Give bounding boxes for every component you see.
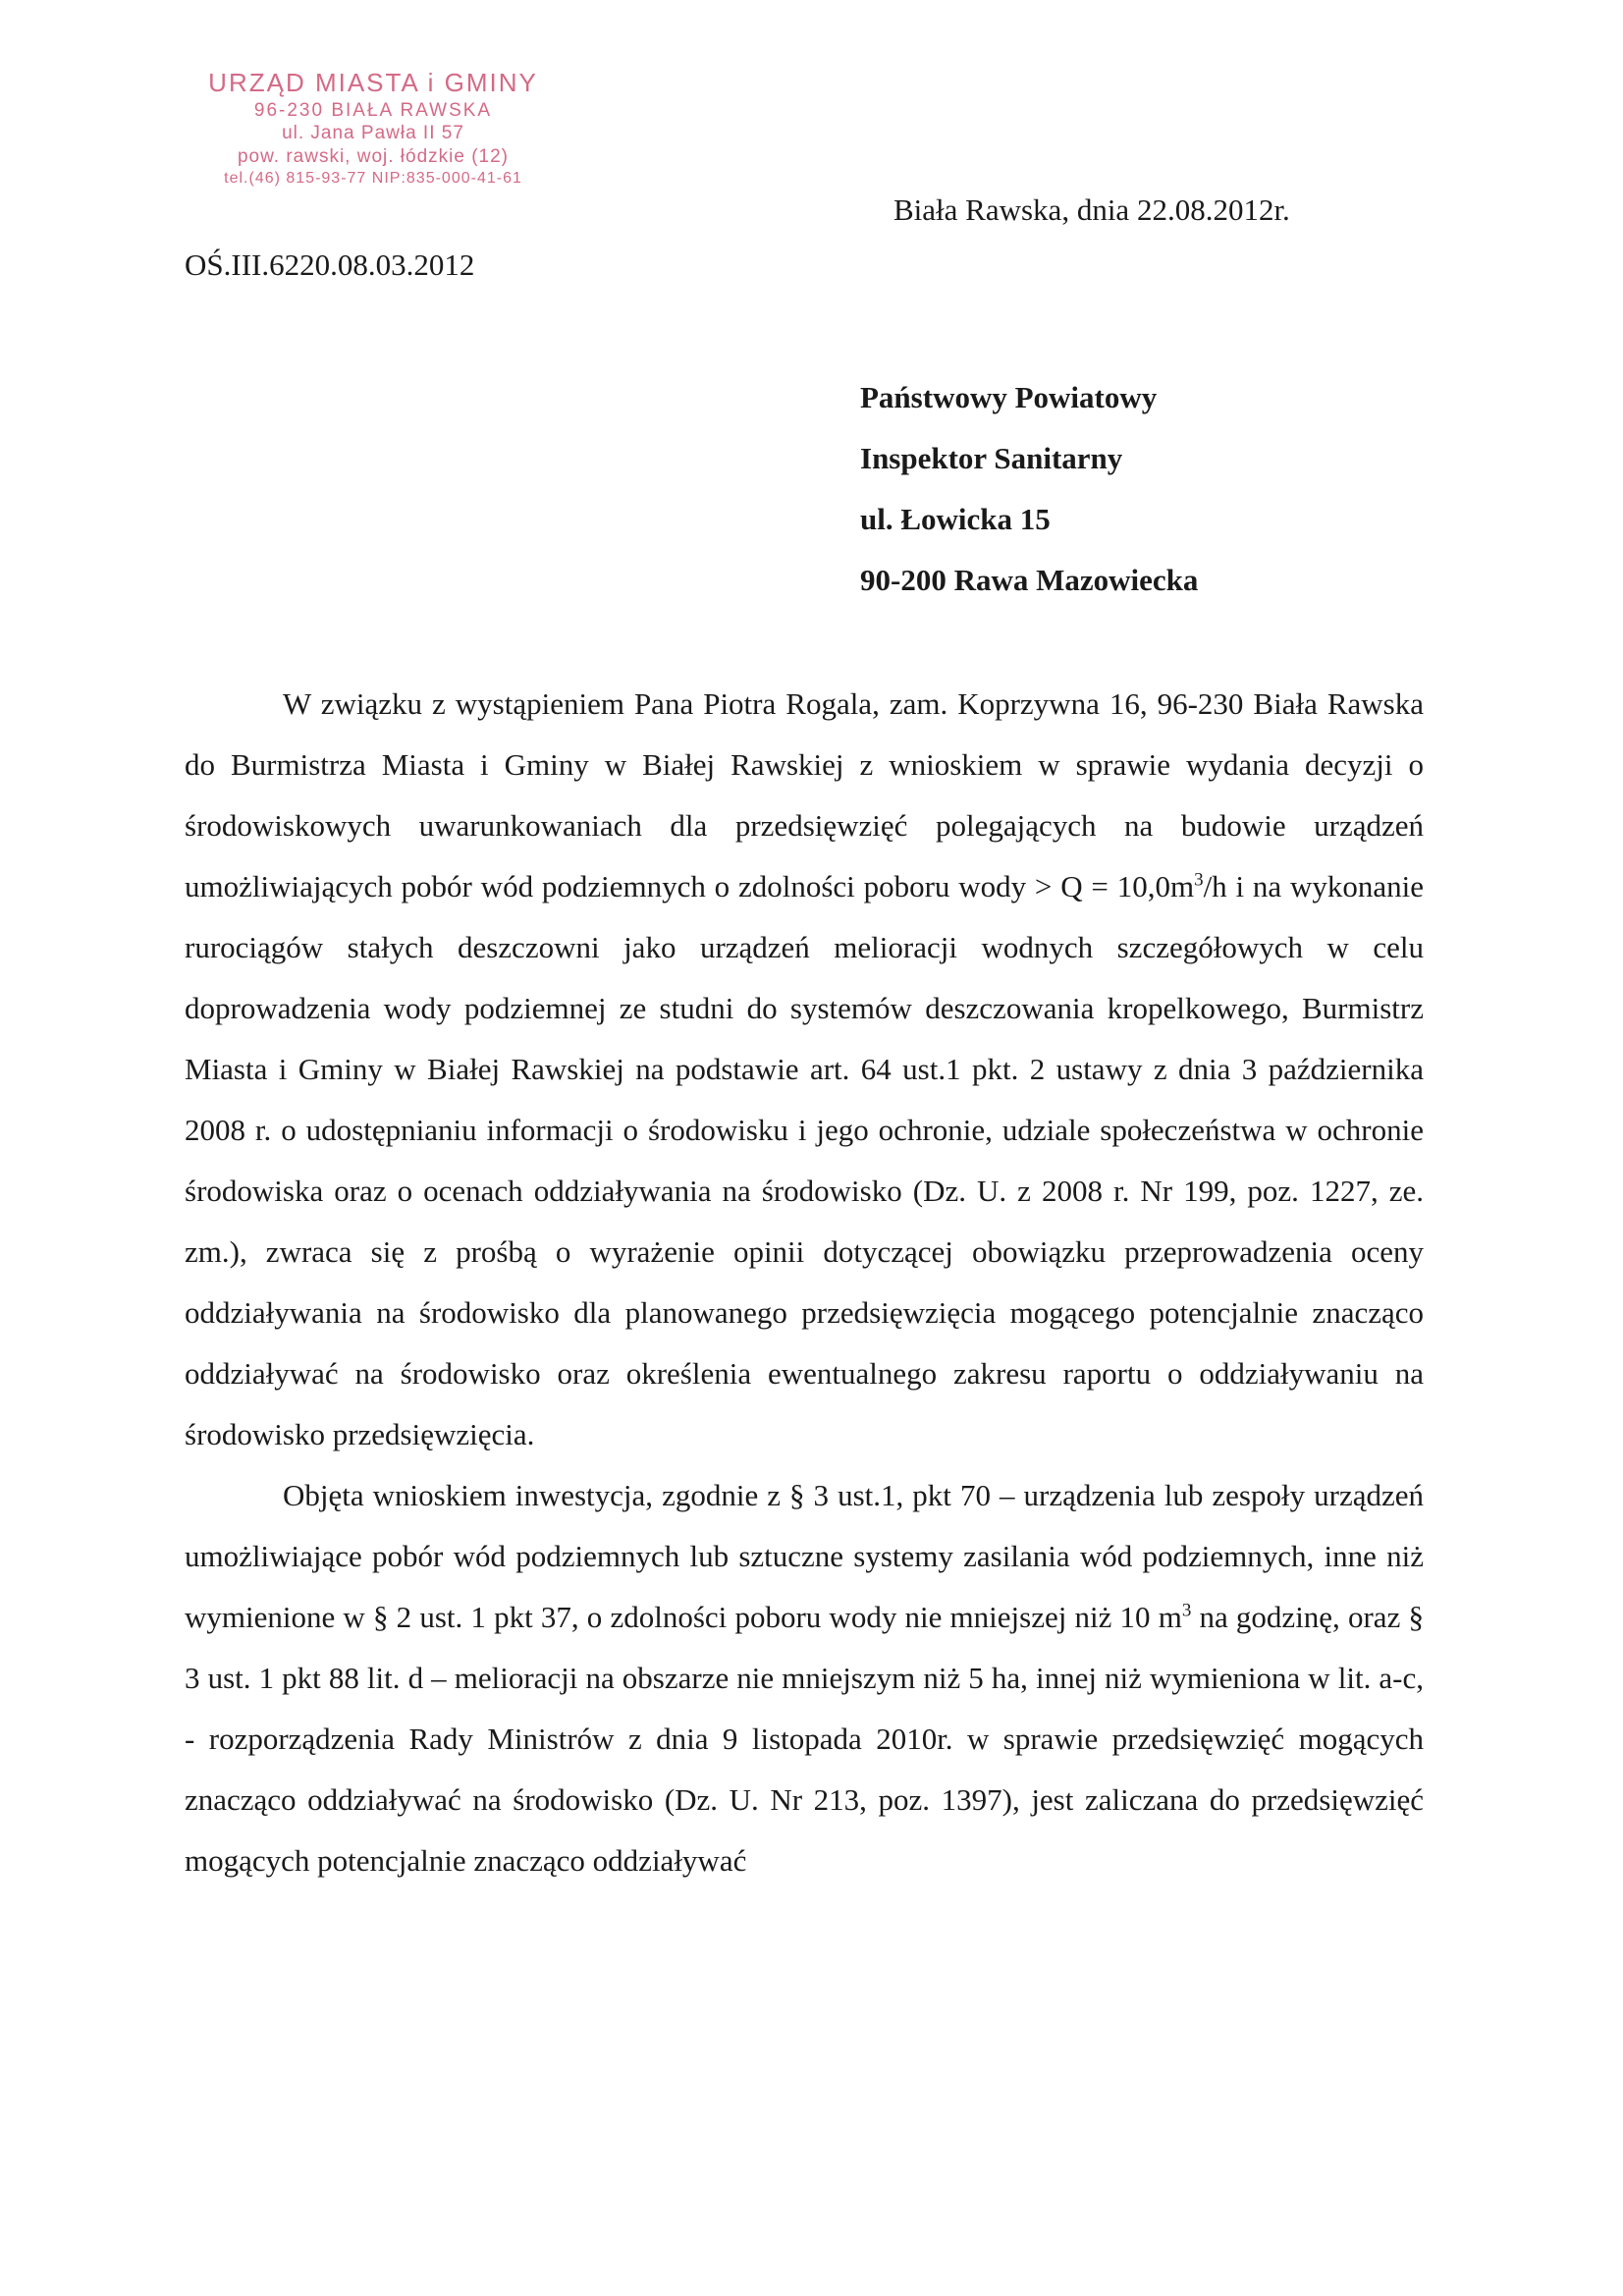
paragraph-2-part-b: na godzinę, oraz § 3 ust. 1 pkt 88 lit. d – melioracji na obszarze nie mniejszym niż 5 ha, innej niż wymieniona w lit. a-c, - rozporządzenia Rady Ministrów z dnia 9 listopada 2010r. w sprawie przedsięwzięć mogących znacząco oddziaływać na środowisko (Dz. U. Nr 213, poz. 1397), jest zaliczana do przedsięwzięć mogących potencjalnie znacząco oddziaływać: [185, 1600, 1424, 1878]
paragraph-2: [185, 1465, 1424, 1891]
stamp-district: pow. rawski, woj. łódzkie (12): [237, 146, 510, 167]
recipient-address: [860, 367, 1198, 611]
superscript-cubic: 3: [1194, 869, 1204, 891]
recipient-line-2: Inspektor Sanitarny: [860, 441, 1123, 475]
stamp-street: ul. Jana Pawła II 57: [282, 123, 464, 144]
stamp-postal-city: 96-230 BIAŁA RAWSKA: [253, 99, 493, 121]
superscript-cubic: 3: [1181, 1600, 1192, 1621]
recipient-line-3: ul. Łowicka 15: [860, 502, 1051, 536]
stamp-office-name: URZĄD MIASTA i GMINY: [208, 68, 538, 97]
letter-body: [185, 674, 1424, 1891]
reference-number: OŚ.III.6220.08.03.2012: [185, 247, 475, 282]
paragraph-2-part-a: Objęta wnioskiem inwestycja, zgodnie z § 3 ust.1, pkt 70 – urządzenia lub zespoły urządzeń umożliwiające pobór wód podziemnych lub sztuczne systemy zasilania wód podziemnych, inne niż wymienione w § 2 ust. 1 pkt 37, o zdolności poboru wody nie mniejszej niż 10 m: [185, 1478, 1424, 1634]
stamp-phone-nip: tel.(46) 815-93-77 NIP:835-000-41-61: [224, 169, 522, 187]
recipient-line-1: Państwowy Powiatowy: [860, 380, 1158, 414]
office-stamp: [147, 67, 599, 189]
recipient-line-4: 90-200 Rawa Mazowiecka: [860, 563, 1199, 597]
paragraph-1-part-a: W związku z wystąpieniem Pana Piotra Rogala, zam. Koprzywna 16, 96-230 Biała Rawska do Burmistrza Miasta i Gminy w Białej Rawskiej z wnioskiem w sprawie wydania decyzji o środowiskowych uwarunkowaniach dla przedsięwzięć polegających na budowie urządzeń umożliwiających pobór wód podziemnych o zdolności poboru wody > Q = 10,0m: [185, 686, 1424, 903]
place-and-date: Biała Rawska, dnia 22.08.2012r.: [893, 192, 1290, 227]
paragraph-1: [185, 674, 1424, 1465]
paragraph-1-part-b: /h i na wykonanie rurociągów stałych deszczowni jako urządzeń melioracji wodnych szczegółowych w celu doprowadzenia wody podziemnej ze studni do systemów deszczowania kropelkowego, Burmistrz Miasta i Gminy w Białej Rawskiej na podstawie art. 64 ust.1 pkt. 2 ustawy z dnia 3 października 2008 r. o udostępnianiu informacji o środowisku i jego ochronie, udziale społeczeństwa w ochronie środowiska oraz o ocenach oddziaływania na środowisko (Dz. U. z 2008 r. Nr 199, poz. 1227, ze. zm.), zwraca się z prośbą o wyrażenie opinii dotyczącej obowiązku przeprowadzenia oceny oddziaływania na środowisko dla planowanego przedsięwzięcia mogącego potencjalnie znacząco oddziaływać na środowisko oraz określenia ewentualnego zakresu raportu o oddziaływaniu na środowisko przedsięwzięcia.: [185, 869, 1424, 1451]
